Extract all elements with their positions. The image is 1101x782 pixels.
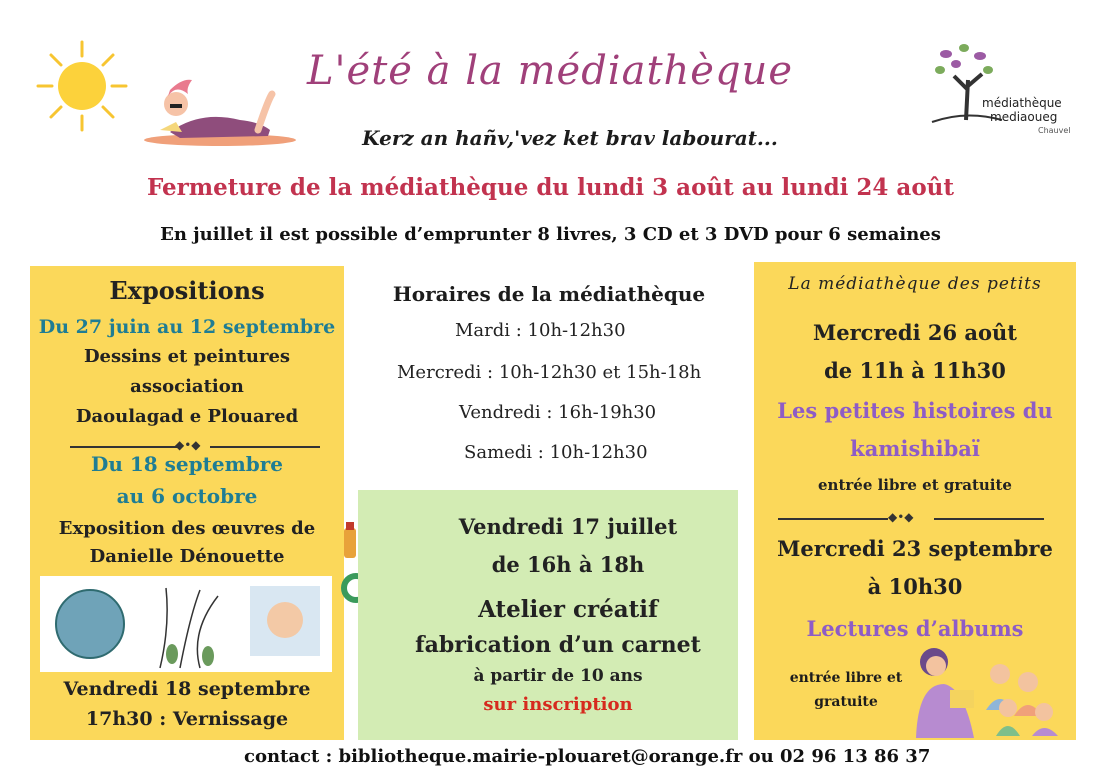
mediatheque-logo — [926, 40, 1076, 140]
event1-note: entrée libre et gratuite — [818, 476, 1012, 494]
hours-title: Horaires de la médiathèque — [392, 282, 706, 306]
expo1-dates: Du 27 juin au 12 septembre — [38, 316, 336, 338]
expo1-line2: association — [130, 376, 244, 397]
expo2-line2: Danielle Dénouette — [89, 546, 285, 567]
atelier-registration: sur inscription — [483, 694, 633, 715]
divider — [934, 518, 1044, 520]
petits-panel — [754, 262, 1076, 740]
page-title: L'été à la médiathèque — [306, 48, 793, 94]
expositions-heading: Expositions — [109, 276, 265, 305]
divider — [70, 446, 180, 448]
event1-time: de 11h à 11h30 — [824, 358, 1006, 383]
event2-title: Lectures d’albums — [806, 616, 1024, 641]
reading-girl-illustration — [140, 60, 300, 150]
event1-title1: Les petites histoires du — [777, 398, 1053, 423]
contact-line: contact : bibliotheque.mairie-plouaret@orange.fr ou 02 96 13 86 37 — [244, 746, 931, 767]
expo2-line1: Exposition des œuvres de — [58, 518, 316, 539]
atelier-panel — [358, 490, 738, 740]
atelier-time: de 16h à 18h — [491, 552, 645, 577]
breton-subtitle: Kerz an hañv,'vez ket brav labourat... — [362, 126, 778, 150]
event2-note2: gratuite — [814, 694, 878, 710]
divider — [778, 518, 888, 520]
expositions-panel — [30, 266, 344, 740]
logo-line3: Chauvel — [1038, 126, 1071, 135]
event2-date: Mercredi 23 septembre — [777, 536, 1053, 561]
event1-title2: kamishibaï — [850, 436, 980, 461]
hours-tuesday: Mardi : 10h-12h30 — [455, 320, 626, 341]
hours-wednesday: Mercredi : 10h-12h30 et 15h-18h — [397, 362, 702, 383]
vernissage-time: 17h30 : Vernissage — [85, 708, 289, 730]
petits-heading: La médiathèque des petits — [788, 274, 1042, 294]
vernissage-date: Vendredi 18 septembre — [63, 678, 311, 700]
atelier-date: Vendredi 17 juillet — [458, 514, 678, 539]
reading-children-illustration — [904, 640, 1064, 738]
atelier-title: Atelier créatif — [478, 596, 658, 623]
closing-notice: Fermeture de la médiathèque du lundi 3 août au lundi 24 août — [146, 174, 955, 201]
expo1-line3: Daoulagad e Plouared — [75, 406, 299, 427]
artworks-images — [40, 576, 332, 672]
event2-note1: entrée libre et — [789, 670, 903, 686]
expo2-dates2: au 6 octobre — [116, 484, 258, 508]
event2-time: à 10h30 — [867, 574, 963, 599]
sun-icon — [36, 40, 128, 132]
hours-friday: Vendredi : 16h-19h30 — [459, 402, 657, 423]
atelier-age: à partir de 10 ans — [473, 666, 643, 686]
ornament-icon: ◆•◆ — [888, 510, 914, 524]
atelier-subtitle: fabrication d’un carnet — [415, 632, 701, 658]
expo2-dates1: Du 18 septembre — [91, 452, 283, 476]
divider — [210, 446, 320, 448]
event1-date: Mercredi 26 août — [813, 320, 1017, 345]
expo1-line1: Dessins et peintures — [83, 346, 291, 367]
hours-saturday: Samedi : 10h-12h30 — [464, 442, 648, 463]
logo-line2: mediaoueg — [990, 110, 1058, 124]
loan-notice: En juillet il est possible d’emprunter 8 livres, 3 CD et 3 DVD pour 6 semaines — [160, 224, 941, 245]
ornament-icon: ◆•◆ — [175, 438, 201, 452]
logo-line1: médiathèque — [982, 96, 1062, 110]
